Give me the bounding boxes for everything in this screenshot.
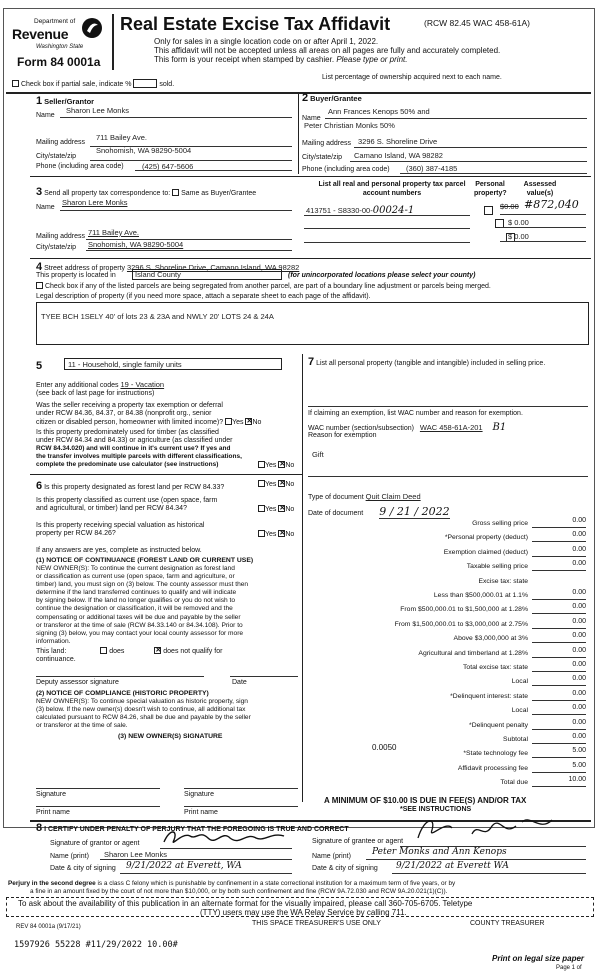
s5-q2-c: RCW 84.34.020) and will continue in it's current use? If yes and	[36, 445, 231, 452]
revenue-logo-text: Revenue	[12, 26, 69, 42]
s5-q1-yes[interactable]	[225, 418, 232, 425]
section6.n1_text-line: NEW OWNER(S): To continue the current designation as forest land	[36, 565, 235, 572]
calc-row-label: Total due	[500, 779, 528, 786]
calc-row-line	[532, 599, 586, 600]
calc-row-line	[532, 613, 586, 614]
assessed-value-1-struck: $0.00	[500, 202, 519, 211]
s3-bottom-rule	[30, 258, 591, 259]
header-line-2: This affidavit will not be accepted unless all areas on all pages are fully and accurately completed.	[154, 46, 501, 55]
calc-row-line	[532, 743, 586, 744]
calc-row-label: Excise tax: state	[478, 578, 528, 585]
calc-row-line	[532, 541, 586, 542]
page-number: Page 1 of	[556, 965, 582, 971]
does-not-qualify-checkbox[interactable]	[154, 647, 161, 654]
segregated-checkbox[interactable]	[36, 282, 43, 289]
calc-row-line	[532, 628, 586, 629]
s5-q2-a: Is this property predominately used for timber (as classified	[36, 429, 219, 436]
wac-row: WAC number (section/subsection) WAC 458-61A-201 B1	[308, 422, 507, 433]
section6.n2_text-line: (3) below. If the new owner(s) doesn't wish to continue, all additional tax	[36, 706, 246, 714]
notice3-title: (3) NEW OWNER(S) SIGNATURE	[118, 733, 223, 740]
s1-s2-divider	[298, 94, 299, 174]
s3-city-label: City/state/zip	[36, 244, 77, 251]
calc-row-label: Gross selling price	[472, 520, 528, 527]
s6-q2-yes[interactable]	[258, 505, 265, 512]
grantee-date-label: Date & city of signing	[312, 865, 378, 872]
seller-address: 711 Bailey Ave.	[96, 133, 148, 142]
section6.n1_text-line: or classification as current use (open space, farm and agriculture, or	[36, 573, 235, 581]
local-rate: 0.0050	[372, 743, 397, 752]
legal-label: Legal description of property (if you need more space, attach a separate sheet to each page of the affidavit).	[36, 293, 371, 300]
accessibility-line-2: (TTY) users may use the WA Relay Service by calling 711.	[200, 908, 407, 917]
calc-row-label: Total excise tax: state	[463, 664, 528, 671]
s6-q1-no[interactable]	[278, 480, 285, 487]
s5-q2-e: complete the predominate use calculator (see instructions)	[36, 461, 219, 468]
calc-row-value: 5.00	[572, 747, 586, 754]
buyer-city: Camano Island, WA 98282	[354, 151, 443, 160]
calc-row-value: 0.00	[572, 531, 586, 538]
section6.n1_text-line: by signing below. If the land no longer qualifies or you do not wish to	[36, 597, 236, 605]
calc-row-line	[532, 570, 586, 571]
seller-phone: (425) 647-5606	[142, 162, 194, 171]
calc-row-value: 0.00	[572, 690, 586, 697]
s6-q3-a: Is this property receiving special valuation as historical	[36, 522, 205, 529]
calc-row-label: Exemption claimed (deduct)	[443, 549, 528, 556]
deputy-signature-label: Deputy assessor signature	[36, 679, 119, 686]
calc-row-line	[532, 714, 586, 715]
calc-row-value: 0.00	[572, 661, 586, 668]
seller-name: Sharon Lee Monks	[66, 106, 129, 115]
buyer-mailing-label: Mailing address	[302, 140, 352, 147]
revenue-logo-icon	[80, 16, 104, 40]
calc-row-label: *Delinquent interest: state	[450, 693, 528, 700]
calc-row-line	[532, 685, 586, 686]
calc-row-label: Taxable selling price	[466, 563, 528, 570]
s6-q3-answers: Yes ✕ No	[258, 530, 294, 538]
section3-heading: 3 Send all property tax correspondence to: Same as Buyer/Grantee	[36, 186, 257, 198]
legal-description-box[interactable]	[36, 302, 589, 345]
assessed-value-3: $ 0.00	[508, 232, 529, 241]
s3-name-label: Name	[36, 204, 55, 211]
continuance-label: continuance.	[36, 656, 76, 663]
grantor-sig-label: Signature of grantor or agent	[50, 840, 140, 847]
county-treasurer-label: COUNTY TREASURER	[470, 920, 545, 927]
buyer-city-label: City/state/zip	[302, 154, 343, 161]
grantor-date-label: Date & city of signing	[50, 865, 116, 872]
reason-label: Reason for exemption	[308, 432, 377, 439]
s3-mailing-label: Mailing address	[36, 233, 86, 240]
header-divider	[112, 14, 114, 70]
s2-bottom-rule	[30, 176, 591, 177]
grantor-name: Sharon Lee Monks	[104, 850, 167, 859]
grantee-sig-label: Signature of grantee or agent	[312, 838, 404, 845]
s5-q1-a: Was the seller receiving a property tax exemption or deferral	[36, 402, 223, 409]
section6.n1_text-line: information.	[36, 637, 71, 645]
calc-row-label: Local	[511, 707, 528, 714]
section7-heading: 7 List all personal property (tangible and intangible) included in selling price.	[308, 356, 546, 368]
s3-city: Snohomish, WA 98290-5004	[88, 240, 184, 249]
s5-q2-b: under RCW 84.34 and 84.33) or agriculture (as classified under	[36, 437, 233, 444]
buyer-address: 3296 S. Shoreline Drive	[358, 137, 438, 146]
form-title: Real Estate Excise Tax Affidavit	[120, 14, 391, 34]
segregated-row: Check box if any of the listed parcels are being segregated from another parcel, are part of a boundary line adjustment or parcels being merged.	[36, 282, 491, 290]
calc-row-value: 0.00	[572, 675, 586, 682]
calc-row-value: 0.00	[572, 704, 586, 711]
partial-sale-checkbox[interactable]	[12, 80, 19, 87]
buyer-name-2: Peter Christian Monks 50%	[304, 121, 395, 130]
grantor-signature	[160, 826, 290, 850]
s5-q1-b: under RCW 84.36, 84.37, or 84.38 (nonprofit org., senior	[36, 410, 212, 417]
s3-name: Sharon Lere Monks	[62, 198, 128, 207]
legal-description: TYEE BCH 1SELY 40' of lots 23 & 23A and NWLY 20' LOTS 24 & 24A	[41, 312, 274, 321]
calc-row-value: 0.00	[572, 560, 586, 567]
grantee-name-label: Name (print)	[312, 853, 351, 860]
partial-sale-row: Check box if partial sale, indicate % sold.	[12, 79, 174, 88]
buyer-phone: (360) 387-4185	[406, 164, 458, 173]
section4-street: 4 Street address of property 3296 S. Shoreline Drive, Camano Island, WA 98282	[36, 261, 300, 273]
form-number: Form 84 0001a	[17, 55, 101, 69]
calc-row-value: 10.00	[568, 776, 586, 783]
seller-phone-label: Phone (including area code)	[36, 163, 124, 170]
calc-row-line	[532, 671, 586, 672]
header-line-3: This form is your receipt when stamped by cashier. Please type or print.	[154, 55, 408, 64]
section6.n2_text-line: or transferor at the time of sale.	[36, 722, 128, 730]
section6.n1_text-line: compensating or additional taxes will be due and payable by the seller	[36, 613, 241, 621]
calc-row-line	[532, 642, 586, 643]
s6-q1-yes[interactable]	[258, 480, 265, 487]
grantee-name: Peter Monks and Ann Kenops	[372, 847, 507, 857]
calc-row-label: From $500,000.01 to $1,500,000 at 1.28%	[400, 606, 528, 613]
exemption-label: If claiming an exemption, list WAC number and reason for exemption.	[308, 410, 523, 417]
s6-q3-b: property per RCW 84.26?	[36, 530, 116, 537]
calc-row-line	[532, 786, 586, 787]
calc-row-line	[532, 772, 586, 773]
notice1-title: (1) NOTICE OF CONTINUANCE (FOREST LAND OR CURRENT USE)	[36, 557, 254, 564]
buyer-phone-label: Phone (including area code)	[302, 166, 390, 173]
print-legal-note: Print on legal size paper	[492, 954, 585, 963]
reason-value: Gift	[312, 450, 324, 459]
section6.n2_text-line: calculated pursuant to RCW 84.26, shall be due and payable by the seller	[36, 714, 251, 722]
additional-codes: Enter any additional codes 19 - Vacation	[36, 380, 165, 389]
new-owner-sig-label-2: Signature	[184, 791, 214, 798]
calc-row-label: Local	[511, 678, 528, 685]
state-label: Washington State	[36, 44, 84, 50]
section6.n1_text-line: determine if the land transferred continues to qualify and will indicate	[36, 589, 237, 597]
s6-q3-no[interactable]	[278, 530, 285, 537]
calc-row-line	[532, 700, 586, 701]
assessed-header: Assessed value(s)	[523, 181, 557, 197]
s6-q2-b: and agricultural, or timber) land per RCW 84.34?	[36, 505, 187, 512]
calc-row-value: 0.00	[572, 647, 586, 654]
new-owner-print-label-1: Print name	[36, 809, 70, 816]
s5-q1-c: citizen or disabled person, homeowner with limited income)? Yes ✕ No	[36, 418, 261, 426]
seller-mailing-label: Mailing address	[36, 139, 86, 146]
calc-row-value: 5.00	[572, 762, 586, 769]
s5-q2-d: the transfer involves multiple parcels with different classifications,	[36, 453, 242, 460]
calc-row-value: 0.00	[572, 733, 586, 740]
grantor-name-label: Name (print)	[50, 853, 89, 860]
s5-s7-divider	[302, 354, 303, 802]
grantee-signature	[412, 812, 562, 846]
calc-row-value: 0.00	[572, 618, 586, 625]
calc-row-label: *State technology fee	[463, 750, 528, 757]
section6.n1_text-line: continue the designation or classification, it will be removed and the	[36, 605, 233, 613]
grantee-date-city: 9/21/2022 at Everett WA	[396, 861, 509, 871]
calc-row-line	[532, 527, 586, 528]
section6.n2_text-line: NEW OWNER(S): To continue special valuation as historic property, sign	[36, 698, 248, 705]
section5-number: 5	[36, 360, 43, 372]
buyer-name-1: Ann Frances Kenops 50% and	[328, 107, 430, 116]
s5-q2-yes[interactable]	[258, 461, 265, 468]
seller-name-label: Name	[36, 112, 55, 119]
calc-row-value: 0.00	[572, 517, 586, 524]
see-back: (see back of last page for instructions)	[36, 390, 155, 397]
calc-row-value: 0.00	[572, 589, 586, 596]
calc-row-label: *Delinquent penalty	[469, 722, 528, 729]
parcel-header: List all real and personal property tax parcel account numbers	[318, 181, 466, 197]
doc-date-row: Date of document 9 / 21 / 2022	[308, 505, 450, 518]
calc-row-label: Agricultural and timberland at 1.28%	[418, 650, 528, 657]
notice2-text	[36, 698, 298, 730]
s6-q3-yes[interactable]	[258, 530, 265, 537]
calc-row-line	[532, 729, 586, 730]
revision-label: REV 84 0001a (9/17/21)	[16, 924, 81, 930]
doc-type-row: Type of document Quit Claim Deed	[308, 492, 421, 501]
form-rcw: (RCW 82.45 WAC 458-61A)	[424, 18, 530, 28]
unincorp-note: (for unincorporated locations please select your county)	[288, 272, 476, 279]
seller-city-label: City/state/zip	[36, 153, 77, 160]
assessed-value-1: #872,040	[524, 198, 579, 211]
parcel-1: 413751 - S8330-00-00024-1	[306, 205, 415, 216]
calc-row-line	[532, 657, 586, 658]
calc-row-label: Subtotal	[503, 736, 528, 743]
calc-row-label: Above $3,000,000 at 3%	[453, 635, 528, 642]
calc-row-value: 0.00	[572, 719, 586, 726]
header-line-1: Only for sales in a single location code on or after April 1, 2022.	[154, 37, 379, 46]
does-qualify-checkbox[interactable]	[100, 647, 107, 654]
new-owner-sig-label-1: Signature	[36, 791, 66, 798]
s3-address: 711 Bailey Ave.	[88, 228, 140, 237]
same-as-buyer-checkbox[interactable]	[172, 189, 179, 196]
see-instructions: *SEE INSTRUCTIONS	[400, 806, 472, 813]
land-qualify-row: This land: does ✕ does not qualify for	[36, 647, 222, 655]
section6.n1_text-line: timber) land, you must sign on (3) below. The county assessor must then	[36, 581, 249, 589]
s5-q2-no[interactable]	[278, 461, 285, 468]
deputy-date-label: Date	[232, 679, 247, 686]
s6-q2-no[interactable]	[278, 505, 285, 512]
buyer-heading: 2 Buyer/Grantee	[302, 92, 362, 104]
pct-label: List percentage of ownership acquired next to each name.	[322, 74, 502, 81]
dept-label: Department of	[34, 18, 76, 25]
calc-row-value: 0.00	[572, 603, 586, 610]
s6-q2-a: Is this property classified as current use (open space, farm	[36, 497, 218, 504]
minimum-due-note: A MINIMUM OF $10.00 IS DUE IN FEE(S) AND/OR TAX	[324, 796, 527, 805]
s5-q1-no[interactable]	[245, 418, 252, 425]
notice2-title: (2) NOTICE OF COMPLIANCE (HISTORIC PROPERTY)	[36, 690, 209, 697]
section6.n1_text-line: or transferor at the time of sale (RCW 84.33.140 or 84.34.108). Prior to	[36, 621, 243, 629]
s6-if-yes: If any answers are yes, complete as instructed below.	[36, 547, 202, 554]
personal-checkbox-1[interactable]	[484, 206, 493, 215]
located-label: This property is located in	[36, 272, 116, 279]
calc-row-value: 0.00	[572, 546, 586, 553]
perjury-line-2: a fine in an amount fixed by the court of not more than $10,000, or by both such confinement and fine (RCW 9A.72.030 and RCW 9A.20.021(1)(C)).	[30, 888, 448, 895]
notice1-text	[36, 565, 298, 646]
s5-q2-answers: Yes ✕ No	[258, 461, 294, 469]
perjury-line-1: Perjury in the second degree is a class C felony which is punishable by confinement in a state correctional institution for a maximum term of five years, or by	[8, 880, 456, 887]
calc-row-label: Less than $500,000.01 at 1.1%	[433, 592, 528, 599]
county-select[interactable]: Island County	[132, 269, 282, 280]
calc-row-value: 0.00	[572, 632, 586, 639]
assessed-value-2: $ 0.00	[508, 218, 529, 227]
calc-row-label: Affidavit processing fee	[457, 765, 528, 772]
s5-bottom-rule	[30, 474, 302, 475]
calc-row-line	[532, 556, 586, 557]
certify-statement: 8 I CERTIFY UNDER PENALTY OF PERJURY THAT THE FOREGOING IS TRUE AND CORRECT	[36, 822, 349, 834]
buyer-name-label: Name	[302, 115, 321, 122]
s6-q1: 6 Is this property designated as forest land per RCW 84.33?	[36, 480, 225, 492]
seller-city: Snohomish, WA 98290-5004	[96, 146, 192, 155]
new-owner-print-label-2: Print name	[184, 809, 218, 816]
use-code-select[interactable]: 11 - Household, single family units	[64, 358, 282, 370]
calc-row-line	[532, 757, 586, 758]
calc-row-label: From $1,500,000.01 to $3,000,000 at 2.75%	[394, 621, 528, 628]
seller-heading: 1 Seller/Grantor	[36, 95, 95, 107]
s6-q1-answers: Yes ✕ No	[258, 480, 294, 488]
treasurer-only-label: THIS SPACE TREASURER'S USE ONLY	[252, 920, 381, 927]
s6-q2-answers: Yes ✕ No	[258, 505, 294, 513]
section6.n1_text-line: signing (3) below, you may contact your local county assessor for more	[36, 629, 244, 637]
accessibility-line-1: To ask about the availability of this publication in an alternate format for the visually impaired, please call 360-705-6705. Teletype	[18, 899, 473, 908]
personal-header: Personal property?	[474, 181, 507, 197]
calc-row-label: *Personal property (deduct)	[444, 534, 528, 541]
grantor-date-city: 9/21/2022 at Everett, WA	[126, 861, 242, 871]
cashier-stamp: 1597926 55228 #11/29/2022 10.00#	[14, 940, 178, 950]
